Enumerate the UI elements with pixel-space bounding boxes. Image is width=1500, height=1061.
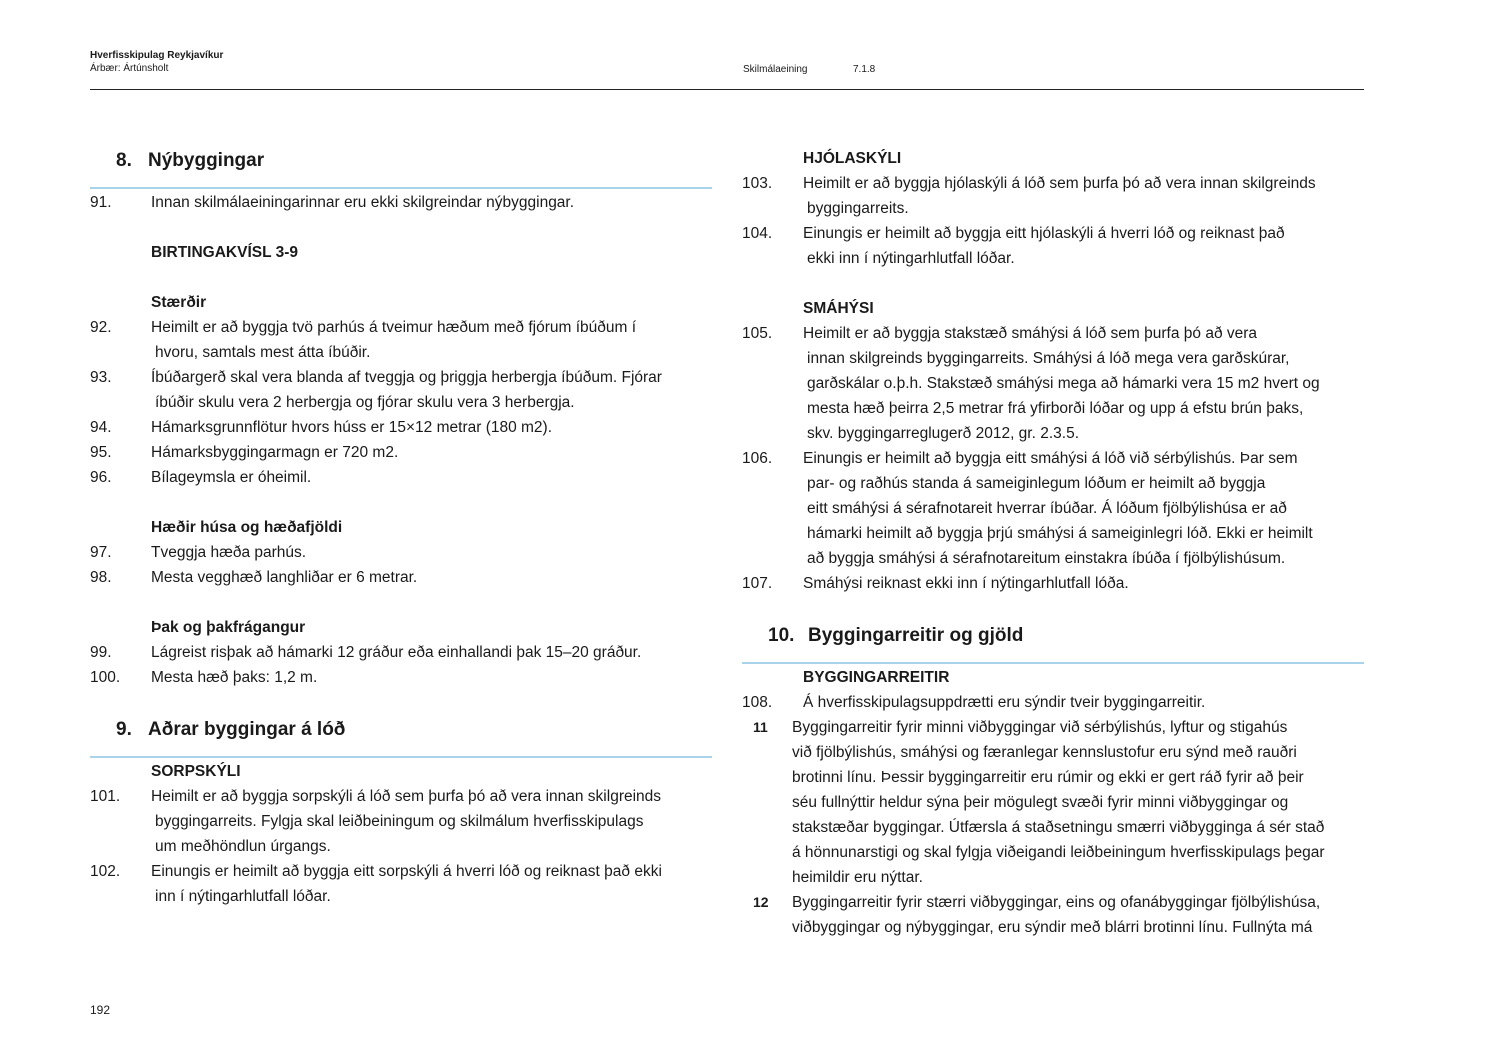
list-item-98: 98. Mesta vegghæð langhliðar er 6 metrar. — [90, 569, 418, 586]
list-item-106-cont: par- og raðhús standa á sameiginlegum lóðum er heimilt að byggja — [807, 475, 1266, 492]
subheading-staerdir: Stærðir — [151, 294, 207, 311]
subheading-smahysi: SMÁHÝSI — [803, 300, 874, 317]
subheading-thak: Þak og þakfrágangur — [151, 619, 306, 636]
list-item-11-cont: stakstæðar byggingar. Útfærsla á staðsetningu smærri viðbygginga á sér stað — [792, 819, 1325, 836]
section-number: 9. — [116, 719, 132, 740]
section-rule — [90, 187, 712, 189]
list-item-107: 107. Smáhýsi reiknast ekki inn í nýtingarhlutfall lóða. — [742, 575, 1129, 592]
list-item-104: 104. Einungis er heimilt að byggja eitt hjólaskýli á hverri lóð og reiknast það — [742, 225, 1285, 242]
list-item-101-cont: byggingarreits. Fylgja skal leiðbeiningum og skilmálum hverfisskipulags — [155, 813, 644, 830]
list-item-93-cont: íbúðir skulu vera 2 herbergja og fjórar skulu vera 3 herbergja. — [155, 394, 575, 411]
list-item-105: 105. Heimilt er að byggja stakstæð smáhýsi á lóð sem þurfa þó að vera — [742, 325, 1258, 342]
list-item-93: 93. Íbúðargerð skal vera blanda af tveggja og þriggja herbergja íbúðum. Fjórar — [90, 369, 662, 386]
list-item-12: 12 Byggingarreitir fyrir stærri viðbyggingar, eins og ofanábyggingar fjölbýlishúsa, — [753, 894, 1321, 911]
list-item-91 — [90, 190, 712, 215]
list-item-96: 96. Bílageymsla er óheimil. — [90, 469, 312, 486]
header-rule — [90, 89, 1364, 90]
section-heading-8 — [90, 146, 712, 175]
list-item-104-cont: ekki inn í nýtingarhlutfall lóðar. — [807, 250, 1015, 267]
list-item-11-cont: á hönnunarstigi og skal fylgja viðeigandi leiðbeiningum hverfisskipulags þegar — [792, 844, 1325, 861]
subheading-byggingarreitir: BYGGINGARREITIR — [803, 669, 950, 686]
subheading-haedir: Hæðir húsa og hæðafjöldi — [151, 519, 343, 536]
list-item-106-cont: hámarki heimilt að byggja þrjú smáhýsi á sameiginlegri lóð. Ekki er heimilt — [807, 525, 1313, 542]
list-item-11: 11 Byggingarreitir fyrir minni viðbyggingar við sérbýlishús, lyftur og stigahús — [753, 719, 1288, 736]
section-title: Byggingarreitir og gjöld — [808, 625, 1024, 646]
list-item-102: 102. Einungis er heimilt að byggja eitt sorpskýli á hverri lóð og reiknast það ekki — [90, 863, 662, 880]
item-text: Innan skilmálaeiningarinnar eru ekki skilgreindar nýbyggingar. — [151, 194, 575, 211]
list-item-105-cont: skv. byggingarreglugerð 2012, gr. 2.3.5. — [807, 425, 1079, 442]
list-item-92: 92. Heimilt er að byggja tvö parhús á tveimur hæðum með fjórum íbúðum í — [90, 319, 637, 336]
list-item-105-cont: innan skilgreinds byggingarreits. Smáhýsi á lóð mega vera garðskúrar, — [807, 350, 1290, 367]
list-item-105-cont: garðskálar o.þ.h. Stakstæð smáhýsi mega að hámarki vera 15 m2 hvert og — [807, 375, 1320, 392]
list-item-12-cont: viðbyggingar og nýbyggingar, eru sýndir með blárri brotinni línu. Fullnýta má — [792, 919, 1313, 936]
list-item-11-cont: séu fullnýttir heldur sýna þeir mögulegt svæði fyrir minni viðbyggingar og — [792, 794, 1289, 811]
header-section-label: Skilmálaeining — [743, 64, 808, 75]
list-item-102-cont: inn í nýtingarhlutfall lóðar. — [155, 888, 331, 905]
list-item-103: 103. Heimilt er að byggja hjólaskýli á lóð sem þurfa þó að vera innan skilgreinds — [742, 175, 1316, 192]
list-item-94: 94. Hámarksgrunnflötur hvors húss er 15×12 metrar (180 m2). — [90, 419, 553, 436]
list-item-101: 101. Heimilt er að byggja sorpskýli á lóð sem þurfa þó að vera innan skilgreinds — [90, 788, 662, 805]
list-item-99: 99. Lágreist risþak að hámarki 12 gráður eða einhallandi þak 15–20 gráður. — [90, 644, 642, 661]
list-item-105-cont: mesta hæð þeirra 2,5 metrar frá yfirborði lóðar og upp á efstu brún þaks, — [807, 400, 1304, 417]
list-item-11-cont: brotinni línu. Þessir byggingarreitir eru rúmir og ekki er gert ráð fyrir að þeir — [792, 769, 1304, 786]
list-item-11-cont: við fjölbýlishús, smáhýsi og færanlegar kennslustofur eru sýnd með rauðri — [792, 744, 1297, 761]
right-column — [742, 146, 1364, 940]
page-number: 192 — [90, 1003, 111, 1017]
header-district: Árbær: Ártúnsholt — [90, 63, 169, 74]
section-title: Aðrar byggingar á lóð — [148, 719, 346, 740]
list-item-106-cont: eitt smáhýsi á sérafnotareit hverrar íbúðar. Á lóðum fjölbýlishúsa er að — [807, 500, 1287, 517]
subheading-sorpskyli: SORPSKÝLI — [151, 763, 241, 780]
list-item-11-cont: heimildir eru nýttar. — [792, 869, 923, 886]
list-item-103-cont: byggingarreits. — [807, 200, 909, 217]
list-item-106-cont: að byggja smáhýsi á sérafnotareitum einstakra íbúða í fjölbýlishúsum. — [807, 550, 1286, 567]
list-item-101-cont: um meðhöndlun úrgangs. — [155, 838, 331, 855]
section-title: Nýbyggingar — [148, 150, 265, 171]
subheading-birtingakvisl: BIRTINGAKVÍSL 3-9 — [151, 244, 298, 261]
section-number: 8. — [116, 150, 132, 171]
list-item-106: 106. Einungis er heimilt að byggja eitt smáhýsi á lóð við sérbýlishús. Þar sem — [742, 450, 1298, 467]
section-number: 10. — [768, 625, 795, 646]
section-rule — [90, 756, 712, 758]
header-section-number: 7.1.8 — [853, 64, 876, 75]
list-item-100: 100. Mesta hæð þaks: 1,2 m. — [90, 669, 318, 686]
list-item-92-cont: hvoru, samtals mest átta íbúðir. — [155, 344, 371, 361]
section-rule — [742, 662, 1364, 664]
list-item-95: 95. Hámarksbyggingarmagn er 720 m2. — [90, 444, 399, 461]
item-number: 91. — [90, 194, 112, 211]
header-org: Hverfisskipulag Reykjavíkur — [90, 50, 224, 61]
list-item-108: 108. Á hverfisskipulagsuppdrætti eru sýndir tveir byggingarreitir. — [742, 694, 1206, 711]
left-column — [90, 146, 712, 909]
section-heading-10 — [742, 621, 1364, 650]
section-heading-9 — [90, 715, 712, 744]
subheading-hjolaskyli: HJÓLASKÝLI — [803, 150, 902, 167]
list-item-97: 97. Tveggja hæða parhús. — [90, 544, 307, 561]
